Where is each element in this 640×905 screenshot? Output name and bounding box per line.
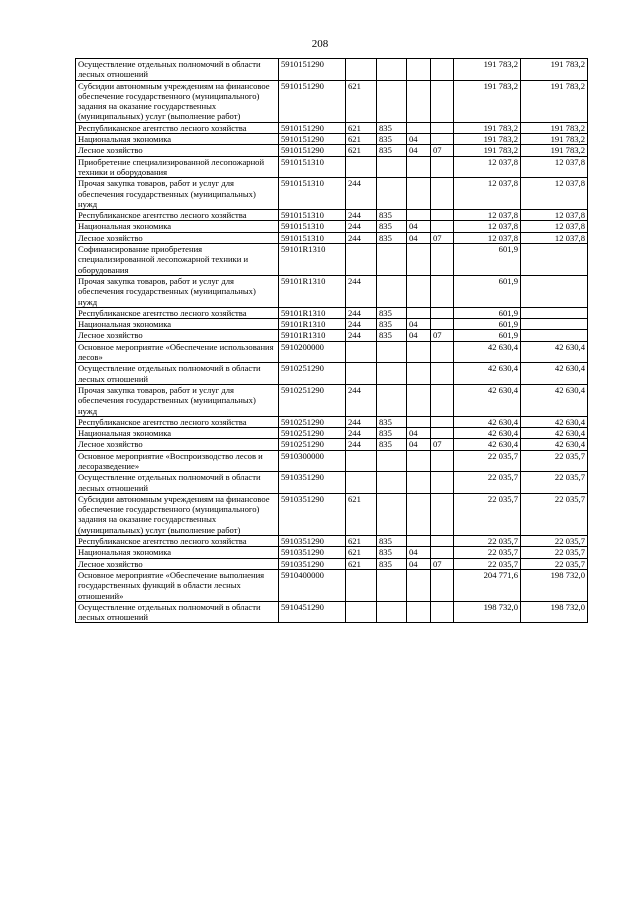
amount-year2-cell: 42 630,4 <box>521 416 588 427</box>
table-row <box>76 569 588 601</box>
row-name-cell: Лесное хозяйство <box>76 145 279 156</box>
expense-type-cell: 244 <box>346 319 377 330</box>
expense-type-cell: 621 <box>346 145 377 156</box>
expense-type-cell <box>346 569 377 601</box>
amount-year2-cell <box>521 319 588 330</box>
administrator-cell: 835 <box>377 232 407 243</box>
table-row <box>76 341 588 363</box>
amount-year1-cell: 12 037,8 <box>454 178 521 210</box>
subsection-cell: 07 <box>431 330 454 341</box>
amount-year1-cell: 42 630,4 <box>454 384 521 416</box>
row-name-cell: Осуществление отдельных полномочий в области лесных отношений <box>76 472 279 494</box>
row-name-cell: Осуществление отдельных полномочий в области лесных отношений <box>76 363 279 385</box>
table-row <box>76 472 588 494</box>
row-name-cell: Лесное хозяйство <box>76 558 279 569</box>
section-cell: 04 <box>407 330 431 341</box>
amount-year1-cell: 601,9 <box>454 275 521 307</box>
section-cell <box>407 363 431 385</box>
target-article-cell: 5910251290 <box>279 384 346 416</box>
expense-type-cell: 244 <box>346 178 377 210</box>
row-name-cell: Софинансирование приобретения специализированной лесопожарной техники и оборудования <box>76 244 279 276</box>
table-row <box>76 363 588 385</box>
section-cell <box>407 341 431 363</box>
administrator-cell: 835 <box>377 145 407 156</box>
administrator-cell: 835 <box>377 319 407 330</box>
target-article-cell: 5910151310 <box>279 178 346 210</box>
subsection-cell: 07 <box>431 439 454 450</box>
target-article-cell: 5910451290 <box>279 601 346 623</box>
table-row <box>76 210 588 221</box>
expense-type-cell <box>346 472 377 494</box>
section-cell: 04 <box>407 558 431 569</box>
expense-type-cell: 621 <box>346 493 377 535</box>
amount-year1-cell: 601,9 <box>454 307 521 318</box>
amount-year1-cell: 601,9 <box>454 330 521 341</box>
row-name-cell: Республиканское агентство лесного хозяйства <box>76 307 279 318</box>
section-cell <box>407 178 431 210</box>
amount-year1-cell: 42 630,4 <box>454 428 521 439</box>
administrator-cell <box>377 178 407 210</box>
section-cell: 04 <box>407 221 431 232</box>
amount-year1-cell: 22 035,7 <box>454 547 521 558</box>
target-article-cell: 5910351290 <box>279 536 346 547</box>
row-name-cell: Основное мероприятие «Воспроизводство лесов и лесоразведение» <box>76 450 279 472</box>
amount-year2-cell: 22 035,7 <box>521 536 588 547</box>
administrator-cell: 835 <box>377 416 407 427</box>
section-cell <box>407 450 431 472</box>
amount-year1-cell: 42 630,4 <box>454 341 521 363</box>
section-cell: 04 <box>407 134 431 145</box>
amount-year2-cell <box>521 244 588 276</box>
subsection-cell <box>431 341 454 363</box>
table-row <box>76 156 588 178</box>
amount-year1-cell: 204 771,6 <box>454 569 521 601</box>
amount-year2-cell <box>521 307 588 318</box>
row-name-cell: Основное мероприятие «Обеспечение использования лесов» <box>76 341 279 363</box>
subsection-cell <box>431 536 454 547</box>
section-cell <box>407 275 431 307</box>
table-row <box>76 80 588 122</box>
target-article-cell: 5910251290 <box>279 363 346 385</box>
administrator-cell: 835 <box>377 307 407 318</box>
section-cell <box>407 80 431 122</box>
table-row <box>76 275 588 307</box>
row-name-cell: Национальная экономика <box>76 221 279 232</box>
table-row <box>76 122 588 133</box>
section-cell: 04 <box>407 145 431 156</box>
section-cell: 04 <box>407 428 431 439</box>
row-name-cell: Национальная экономика <box>76 547 279 558</box>
administrator-cell <box>377 244 407 276</box>
table-row <box>76 59 588 81</box>
section-cell <box>407 59 431 81</box>
amount-year1-cell: 198 732,0 <box>454 601 521 623</box>
page-number: 208 <box>311 38 329 50</box>
target-article-cell: 5910351290 <box>279 558 346 569</box>
table-row <box>76 536 588 547</box>
target-article-cell: 5910151290 <box>279 134 346 145</box>
amount-year2-cell: 12 037,8 <box>521 232 588 243</box>
row-name-cell: Осуществление отдельных полномочий в области лесных отношений <box>76 601 279 623</box>
amount-year2-cell: 42 630,4 <box>521 384 588 416</box>
target-article-cell: 59101R1310 <box>279 275 346 307</box>
subsection-cell <box>431 221 454 232</box>
target-article-cell: 5910351290 <box>279 547 346 558</box>
amount-year2-cell: 42 630,4 <box>521 428 588 439</box>
subsection-cell <box>431 156 454 178</box>
subsection-cell <box>431 134 454 145</box>
amount-year2-cell: 191 783,2 <box>521 59 588 81</box>
subsection-cell: 07 <box>431 558 454 569</box>
target-article-cell: 5910251290 <box>279 428 346 439</box>
subsection-cell <box>431 493 454 535</box>
subsection-cell <box>431 80 454 122</box>
target-article-cell: 5910151290 <box>279 122 346 133</box>
expense-type-cell <box>346 450 377 472</box>
amount-year1-cell: 22 035,7 <box>454 472 521 494</box>
section-cell <box>407 493 431 535</box>
section-cell: 04 <box>407 319 431 330</box>
section-cell <box>407 416 431 427</box>
target-article-cell: 59101R1310 <box>279 330 346 341</box>
subsection-cell <box>431 569 454 601</box>
subsection-cell <box>431 307 454 318</box>
amount-year2-cell: 191 783,2 <box>521 134 588 145</box>
subsection-cell <box>431 384 454 416</box>
row-name-cell: Прочая закупка товаров, работ и услуг для обеспечения государственных (муниципальных) нужд <box>76 275 279 307</box>
amount-year1-cell: 191 783,2 <box>454 59 521 81</box>
amount-year2-cell: 12 037,8 <box>521 221 588 232</box>
amount-year1-cell: 12 037,8 <box>454 221 521 232</box>
section-cell <box>407 244 431 276</box>
administrator-cell: 835 <box>377 134 407 145</box>
administrator-cell <box>377 59 407 81</box>
budget-table <box>75 58 588 623</box>
table-row <box>76 330 588 341</box>
amount-year2-cell: 191 783,2 <box>521 122 588 133</box>
table-row <box>76 145 588 156</box>
expense-type-cell: 621 <box>346 558 377 569</box>
amount-year2-cell: 22 035,7 <box>521 547 588 558</box>
administrator-cell <box>377 156 407 178</box>
administrator-cell <box>377 363 407 385</box>
target-article-cell: 5910151290 <box>279 80 346 122</box>
row-name-cell: Национальная экономика <box>76 319 279 330</box>
table-row <box>76 319 588 330</box>
expense-type-cell: 244 <box>346 307 377 318</box>
target-article-cell: 5910151310 <box>279 210 346 221</box>
amount-year1-cell: 12 037,8 <box>454 156 521 178</box>
amount-year2-cell: 42 630,4 <box>521 439 588 450</box>
table-row <box>76 416 588 427</box>
row-name-cell: Прочая закупка товаров, работ и услуг для обеспечения государственных (муниципальных) нужд <box>76 178 279 210</box>
expense-type-cell <box>346 363 377 385</box>
section-cell <box>407 307 431 318</box>
section-cell: 04 <box>407 547 431 558</box>
subsection-cell <box>431 416 454 427</box>
table-row <box>76 307 588 318</box>
row-name-cell: Приобретение специализированной лесопожарной техники и оборудования <box>76 156 279 178</box>
administrator-cell <box>377 341 407 363</box>
row-name-cell: Национальная экономика <box>76 134 279 145</box>
target-article-cell: 59101R1310 <box>279 319 346 330</box>
amount-year1-cell: 191 783,2 <box>454 80 521 122</box>
expense-type-cell: 621 <box>346 134 377 145</box>
administrator-cell: 835 <box>377 428 407 439</box>
amount-year1-cell: 12 037,8 <box>454 232 521 243</box>
amount-year1-cell: 12 037,8 <box>454 210 521 221</box>
expense-type-cell <box>346 156 377 178</box>
section-cell <box>407 472 431 494</box>
row-name-cell: Основное мероприятие «Обеспечение выполнения государственных функций в области лесных отношений» <box>76 569 279 601</box>
administrator-cell <box>377 80 407 122</box>
subsection-cell: 07 <box>431 232 454 243</box>
expense-type-cell: 621 <box>346 80 377 122</box>
expense-type-cell: 244 <box>346 275 377 307</box>
section-cell: 04 <box>407 439 431 450</box>
target-article-cell: 5910251290 <box>279 416 346 427</box>
subsection-cell <box>431 450 454 472</box>
amount-year2-cell: 22 035,7 <box>521 450 588 472</box>
expense-type-cell <box>346 341 377 363</box>
expense-type-cell <box>346 601 377 623</box>
table-row <box>76 221 588 232</box>
amount-year2-cell: 198 732,0 <box>521 569 588 601</box>
amount-year2-cell: 42 630,4 <box>521 363 588 385</box>
amount-year1-cell: 22 035,7 <box>454 536 521 547</box>
administrator-cell <box>377 601 407 623</box>
administrator-cell: 835 <box>377 536 407 547</box>
subsection-cell <box>431 319 454 330</box>
table-row <box>76 601 588 623</box>
amount-year1-cell: 191 783,2 <box>454 134 521 145</box>
table-row <box>76 232 588 243</box>
subsection-cell <box>431 363 454 385</box>
amount-year2-cell: 198 732,0 <box>521 601 588 623</box>
subsection-cell <box>431 428 454 439</box>
target-article-cell: 5910151310 <box>279 221 346 232</box>
amount-year1-cell: 601,9 <box>454 319 521 330</box>
administrator-cell <box>377 450 407 472</box>
row-name-cell: Лесное хозяйство <box>76 232 279 243</box>
row-name-cell: Прочая закупка товаров, работ и услуг для обеспечения государственных (муниципальных) нужд <box>76 384 279 416</box>
amount-year1-cell: 22 035,7 <box>454 493 521 535</box>
administrator-cell <box>377 569 407 601</box>
expense-type-cell: 244 <box>346 384 377 416</box>
row-name-cell: Республиканское агентство лесного хозяйства <box>76 416 279 427</box>
target-article-cell: 5910151290 <box>279 145 346 156</box>
amount-year2-cell: 12 037,8 <box>521 210 588 221</box>
expense-type-cell: 244 <box>346 428 377 439</box>
table-row <box>76 428 588 439</box>
table-row <box>76 547 588 558</box>
subsection-cell <box>431 122 454 133</box>
table-row <box>76 244 588 276</box>
subsection-cell <box>431 601 454 623</box>
administrator-cell <box>377 275 407 307</box>
table-row <box>76 178 588 210</box>
administrator-cell: 835 <box>377 547 407 558</box>
table-row <box>76 439 588 450</box>
subsection-cell <box>431 275 454 307</box>
target-article-cell: 5910351290 <box>279 472 346 494</box>
amount-year2-cell: 191 783,2 <box>521 80 588 122</box>
target-article-cell: 5910151310 <box>279 156 346 178</box>
amount-year2-cell: 42 630,4 <box>521 341 588 363</box>
table-row <box>76 558 588 569</box>
row-name-cell: Осуществление отдельных полномочий в области лесных отношений <box>76 59 279 81</box>
row-name-cell: Лесное хозяйство <box>76 439 279 450</box>
subsection-cell <box>431 178 454 210</box>
row-name-cell: Национальная экономика <box>76 428 279 439</box>
table-row <box>76 384 588 416</box>
amount-year2-cell <box>521 330 588 341</box>
expense-type-cell: 244 <box>346 210 377 221</box>
amount-year1-cell: 22 035,7 <box>454 558 521 569</box>
subsection-cell <box>431 59 454 81</box>
administrator-cell: 835 <box>377 558 407 569</box>
subsection-cell <box>431 210 454 221</box>
subsection-cell <box>431 244 454 276</box>
expense-type-cell: 621 <box>346 547 377 558</box>
expense-type-cell: 244 <box>346 416 377 427</box>
administrator-cell: 835 <box>377 221 407 232</box>
expense-type-cell: 244 <box>346 439 377 450</box>
section-cell <box>407 384 431 416</box>
target-article-cell: 5910400000 <box>279 569 346 601</box>
subsection-cell <box>431 472 454 494</box>
section-cell <box>407 601 431 623</box>
expense-type-cell: 621 <box>346 536 377 547</box>
row-name-cell: Лесное хозяйство <box>76 330 279 341</box>
amount-year2-cell: 22 035,7 <box>521 472 588 494</box>
section-cell: 04 <box>407 232 431 243</box>
section-cell <box>407 156 431 178</box>
expense-type-cell: 244 <box>346 221 377 232</box>
subsection-cell <box>431 547 454 558</box>
subsection-cell: 07 <box>431 145 454 156</box>
table-body <box>76 59 588 623</box>
amount-year1-cell: 191 783,2 <box>454 122 521 133</box>
administrator-cell <box>377 384 407 416</box>
amount-year1-cell: 601,9 <box>454 244 521 276</box>
target-article-cell: 59101R1310 <box>279 307 346 318</box>
row-name-cell: Субсидии автономным учреждениям на финансовое обеспечение государственного (муниципального) задания на оказание государственных (муниципальных) услуг (выполнение работ) <box>76 80 279 122</box>
amount-year1-cell: 42 630,4 <box>454 363 521 385</box>
table-row <box>76 134 588 145</box>
expense-type-cell: 244 <box>346 330 377 341</box>
administrator-cell: 835 <box>377 122 407 133</box>
amount-year2-cell: 12 037,8 <box>521 156 588 178</box>
row-name-cell: Субсидии автономным учреждениям на финансовое обеспечение государственного (муниципального) задания на оказание государственных (муниципальных) услуг (выполнение работ) <box>76 493 279 535</box>
row-name-cell: Республиканское агентство лесного хозяйства <box>76 122 279 133</box>
administrator-cell: 835 <box>377 439 407 450</box>
target-article-cell: 59101R1310 <box>279 244 346 276</box>
table-row <box>76 493 588 535</box>
target-article-cell: 5910151310 <box>279 232 346 243</box>
section-cell <box>407 210 431 221</box>
expense-type-cell: 621 <box>346 122 377 133</box>
expense-type-cell <box>346 244 377 276</box>
amount-year1-cell: 42 630,4 <box>454 416 521 427</box>
target-article-cell: 5910351290 <box>279 493 346 535</box>
target-article-cell: 5910200000 <box>279 341 346 363</box>
amount-year1-cell: 42 630,4 <box>454 439 521 450</box>
administrator-cell <box>377 472 407 494</box>
section-cell <box>407 569 431 601</box>
expense-type-cell: 244 <box>346 232 377 243</box>
target-article-cell: 5910151290 <box>279 59 346 81</box>
amount-year2-cell: 22 035,7 <box>521 558 588 569</box>
section-cell <box>407 536 431 547</box>
administrator-cell <box>377 493 407 535</box>
administrator-cell: 835 <box>377 210 407 221</box>
target-article-cell: 5910251290 <box>279 439 346 450</box>
table-row <box>76 450 588 472</box>
section-cell <box>407 122 431 133</box>
amount-year2-cell: 12 037,8 <box>521 178 588 210</box>
amount-year2-cell: 191 783,2 <box>521 145 588 156</box>
amount-year1-cell: 191 783,2 <box>454 145 521 156</box>
row-name-cell: Республиканское агентство лесного хозяйства <box>76 210 279 221</box>
row-name-cell: Республиканское агентство лесного хозяйства <box>76 536 279 547</box>
target-article-cell: 5910300000 <box>279 450 346 472</box>
amount-year2-cell: 22 035,7 <box>521 493 588 535</box>
administrator-cell: 835 <box>377 330 407 341</box>
amount-year2-cell <box>521 275 588 307</box>
expense-type-cell <box>346 59 377 81</box>
amount-year1-cell: 22 035,7 <box>454 450 521 472</box>
